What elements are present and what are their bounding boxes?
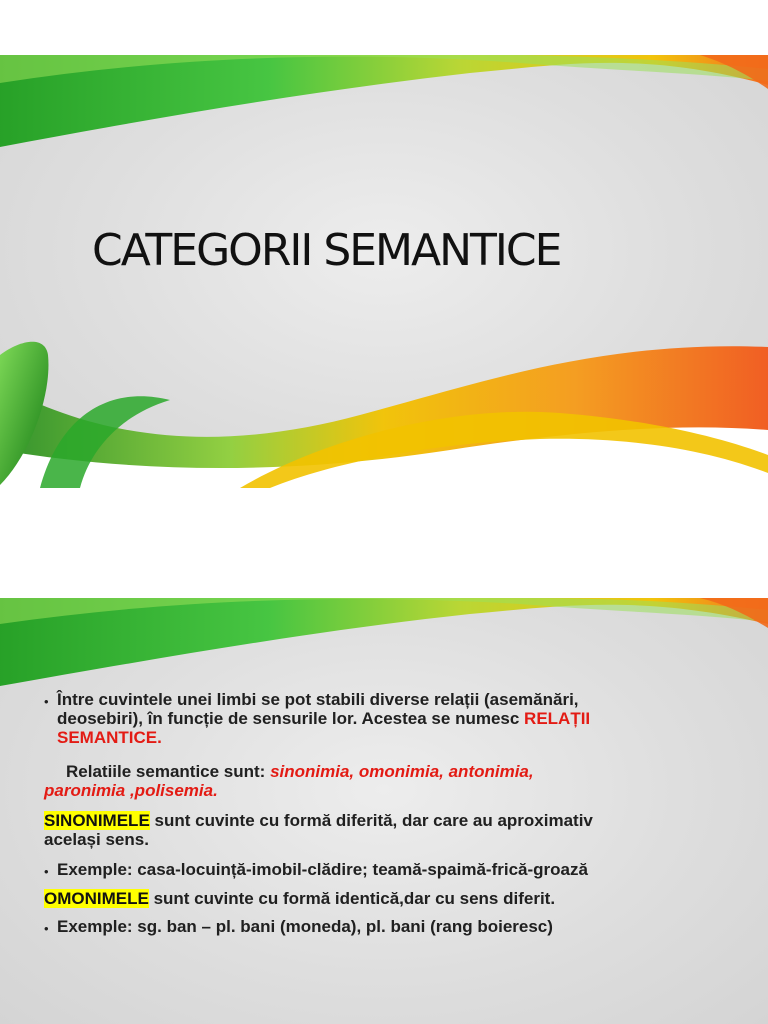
sinonimele-definition-cont: același sens. (44, 830, 149, 849)
bullet-marker: • (44, 921, 49, 936)
intro-line-1: Între cuvintele unei limbi se pot stabili diverse relații (asemănări, (57, 690, 579, 709)
content-slide (0, 598, 768, 1024)
relations-list-part1: sinonimia, omonimia, antonimia, (270, 762, 534, 781)
paragraph-semantic-relations-list (44, 762, 534, 800)
sinonimele-term: SINONIMELE (44, 811, 150, 830)
paragraph-omonimele (44, 889, 555, 908)
intro-relatii-term: RELAȚII (524, 709, 591, 728)
paragraph-relations-intro (57, 690, 590, 747)
intro-semantice-term: SEMANTICE. (57, 728, 162, 747)
omonimele-term: OMONIMELE (44, 889, 149, 908)
bullet-marker: • (44, 694, 49, 709)
paragraph-sinonimele (44, 811, 593, 849)
relations-lead: Relatiile semantice sunt: (66, 762, 271, 781)
sinonimele-definition: sunt cuvinte cu formă diferită, dar care au aproximativ (149, 811, 593, 830)
omonimele-definition: sunt cuvinte cu formă identică,dar cu sens diferit. (148, 889, 556, 908)
title-slide (0, 55, 768, 488)
swoosh-decoration-content (0, 598, 768, 688)
slide-title: CATEGORII SEMANTICE (92, 225, 561, 276)
paragraph-sinonime-examples: Exemple: casa-locuință-imobil-clădire; teamă-spaimă-frică-groază (57, 860, 588, 879)
bullet-marker: • (44, 864, 49, 879)
paragraph-omonime-examples: Exemple: sg. ban – pl. bani (moneda), pl. bani (rang boieresc) (57, 917, 553, 936)
relations-list-part2: paronimia ,polisemia. (44, 781, 218, 800)
intro-line-2: deosebiri), în funcție de sensurile lor. Acestea se numesc (57, 709, 525, 728)
